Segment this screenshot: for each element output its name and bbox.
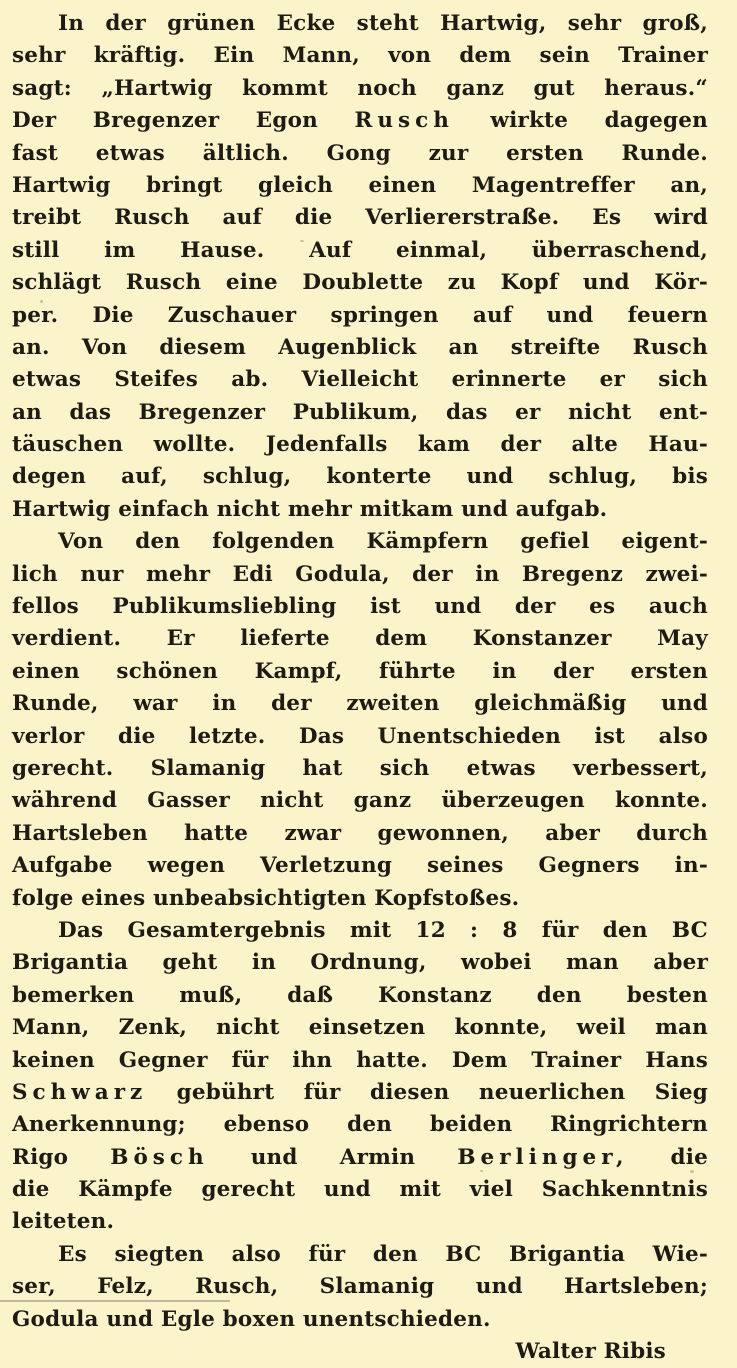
text-line: Es siegten also für den BC Brigantia Wie- [58, 1241, 708, 1267]
paragraph-3-line [12, 947, 708, 979]
print-speck [250, 1290, 253, 1293]
paragraph-1-line [12, 105, 708, 137]
paragraph-1-line [12, 138, 708, 170]
paragraph-2-line [12, 526, 708, 558]
trainer-name-schwarz: Schwarz [12, 1079, 148, 1105]
text-line: bemerken muß, daß Konstanz den besten [12, 982, 708, 1008]
text-line: leiteten. [12, 1209, 115, 1235]
text-line: schlägt Rusch eine Doublette zu Kopf und Kör- [12, 270, 708, 296]
paragraph-4-line [12, 1239, 708, 1271]
text-line: Godula und Egle boxen unentschieden. [12, 1306, 491, 1332]
text-line: Rigo [12, 1144, 69, 1170]
referee-name-berlinger: Berlinger, [457, 1144, 629, 1170]
text-line: die Kämpfe gerecht und mit viel Sachkenntnis [12, 1177, 708, 1203]
text-line: etwas Steifes ab. Vielleicht erinnerte er sich [12, 367, 708, 393]
paragraph-3-line [12, 1174, 708, 1206]
paragraph-2-line [12, 721, 708, 753]
paragraph-3-line [12, 980, 708, 1012]
text-line: ser, Felz, Rusch, Slamanig und Hartsleben; [12, 1274, 708, 1300]
text-line: verlor die letzte. Das Unentschieden ist also [12, 723, 708, 749]
text-line: per. Die Zuschauer springen auf und feuern [12, 302, 708, 328]
text-line: treibt Rusch auf die Verliererstraße. Es wird [12, 205, 708, 231]
text-line: Runde, war in der zweiten gleichmäßig und [12, 691, 708, 717]
paragraph-3-line [12, 1012, 708, 1044]
text-line: Der Bregenzer Egon [12, 108, 318, 134]
paragraph-1-line [12, 429, 708, 461]
paragraph-1-line [12, 364, 708, 396]
text-line: still im Hause. Auf einmal, überraschend, [12, 237, 708, 263]
text-line: degen auf, schlug, konterte und schlug, bis [12, 464, 708, 490]
text-line: gerecht. Slamanig hat sich etwas verbessert, [12, 755, 708, 781]
text-line: Hartwig einfach nicht mehr mitkam und aufgab. [12, 496, 608, 522]
text-line: wirkte dagegen [490, 108, 708, 134]
text-line: an das Bregenzer Publikum, das er nicht ent- [12, 399, 708, 425]
print-speck [40, 300, 43, 303]
paragraph-3-line [12, 1109, 708, 1141]
paragraph-1-line [12, 461, 708, 493]
text-line: Anerkennung; ebenso den beiden Ringrichtern [12, 1112, 708, 1138]
text-line: lich nur mehr Edi Godula, der in Bregenz zwei- [12, 561, 708, 587]
author-byline [12, 1336, 708, 1368]
text-line: Aufgabe wegen Verletzung seines Gegners in- [12, 853, 708, 879]
text-line: einen schönen Kampf, führte in der ersten [12, 658, 708, 684]
referee-name-boesch: Bösch [110, 1144, 209, 1170]
paragraph-2-line [12, 656, 708, 688]
paragraph-4-line [12, 1304, 708, 1336]
text-line: Armin [339, 1144, 416, 1170]
clipping-edge-rule [0, 1300, 230, 1302]
text-line: Brigantia geht in Ordnung, wobei man aber [12, 950, 708, 976]
text-line: Hartwig bringt gleich einen Magentreffer an, [12, 172, 708, 198]
text-line: gebührt für diesen neuerlichen Sieg [176, 1079, 709, 1105]
article-body [12, 8, 708, 1368]
paragraph-2-line [12, 850, 708, 882]
paragraph-2-line [12, 818, 708, 850]
paragraph-3-line [12, 1045, 708, 1077]
text-line: täuschen wollte. Jedenfalls kam der alte Hau- [12, 432, 708, 458]
paragraph-1-line [12, 170, 708, 202]
text-line: Mann, Zenk, nicht einsetzen konnte, weil man [12, 1015, 708, 1041]
text-line: fast etwas ältlich. Gong zur ersten Runde. [12, 140, 708, 166]
boxer-name-rusch: Rusch [354, 108, 454, 134]
text-line: und [250, 1144, 298, 1170]
text-line: während Gasser nicht ganz überzeugen konnte. [12, 788, 708, 814]
text-line: sagt: „Hartwig kommt noch ganz gut heraus.“ [12, 75, 708, 101]
print-speck [480, 1170, 483, 1172]
paragraph-1-line [12, 8, 708, 40]
paragraph-1-line [12, 73, 708, 105]
paragraph-4-line [12, 1271, 708, 1303]
print-speck [690, 1170, 694, 1173]
text-line: Von den folgenden Kämpfern gefiel eigent- [58, 529, 708, 555]
paragraph-1-line [12, 40, 708, 72]
paragraph-3-line [12, 915, 708, 947]
text-line: Hartsleben hatte zwar gewonnen, aber durch [12, 820, 708, 846]
paragraph-2-line [12, 591, 708, 623]
text-line: fellos Publikumsliebling ist und der es auch [12, 594, 708, 620]
text-line: die [670, 1144, 709, 1170]
paragraph-2-line [12, 883, 708, 915]
paragraph-3-line [12, 1206, 708, 1238]
paragraph-3-line [12, 1077, 708, 1109]
text-line: Das Gesamtergebnis mit 12 : 8 für den BC [58, 917, 708, 943]
paragraph-1-line [12, 332, 708, 364]
text-line: sehr kräftig. Ein Mann, von dem sein Trainer [12, 43, 708, 69]
text-line: an. Von diesem Augenblick an streifte Rusch [12, 334, 708, 360]
paragraph-1-line [12, 397, 708, 429]
paragraph-2-line [12, 623, 708, 655]
paragraph-1-line [12, 235, 708, 267]
paragraph-2-line [12, 753, 708, 785]
paragraph-2-line [12, 688, 708, 720]
print-speck [620, 860, 623, 863]
print-speck [15, 905, 18, 907]
text-line: verdient. Er lieferte dem Konstanzer May [12, 626, 708, 652]
text-line: In der grünen Ecke steht Hartwig, sehr groß, [58, 11, 708, 36]
paragraph-1-line [12, 267, 708, 299]
author-name: Walter Ribis [515, 1339, 666, 1365]
print-speck [300, 240, 304, 242]
paragraph-2-line [12, 785, 708, 817]
paragraph-1-line [12, 202, 708, 234]
text-line: folge eines unbeabsichtigten Kopfstoßes. [12, 885, 520, 911]
paragraph-1-line [12, 494, 708, 526]
paragraph-2-line [12, 559, 708, 591]
paragraph-1-line [12, 300, 708, 332]
text-line: keinen Gegner für ihn hatte. Dem Trainer Hans [12, 1047, 708, 1073]
paragraph-3-line [12, 1142, 708, 1174]
